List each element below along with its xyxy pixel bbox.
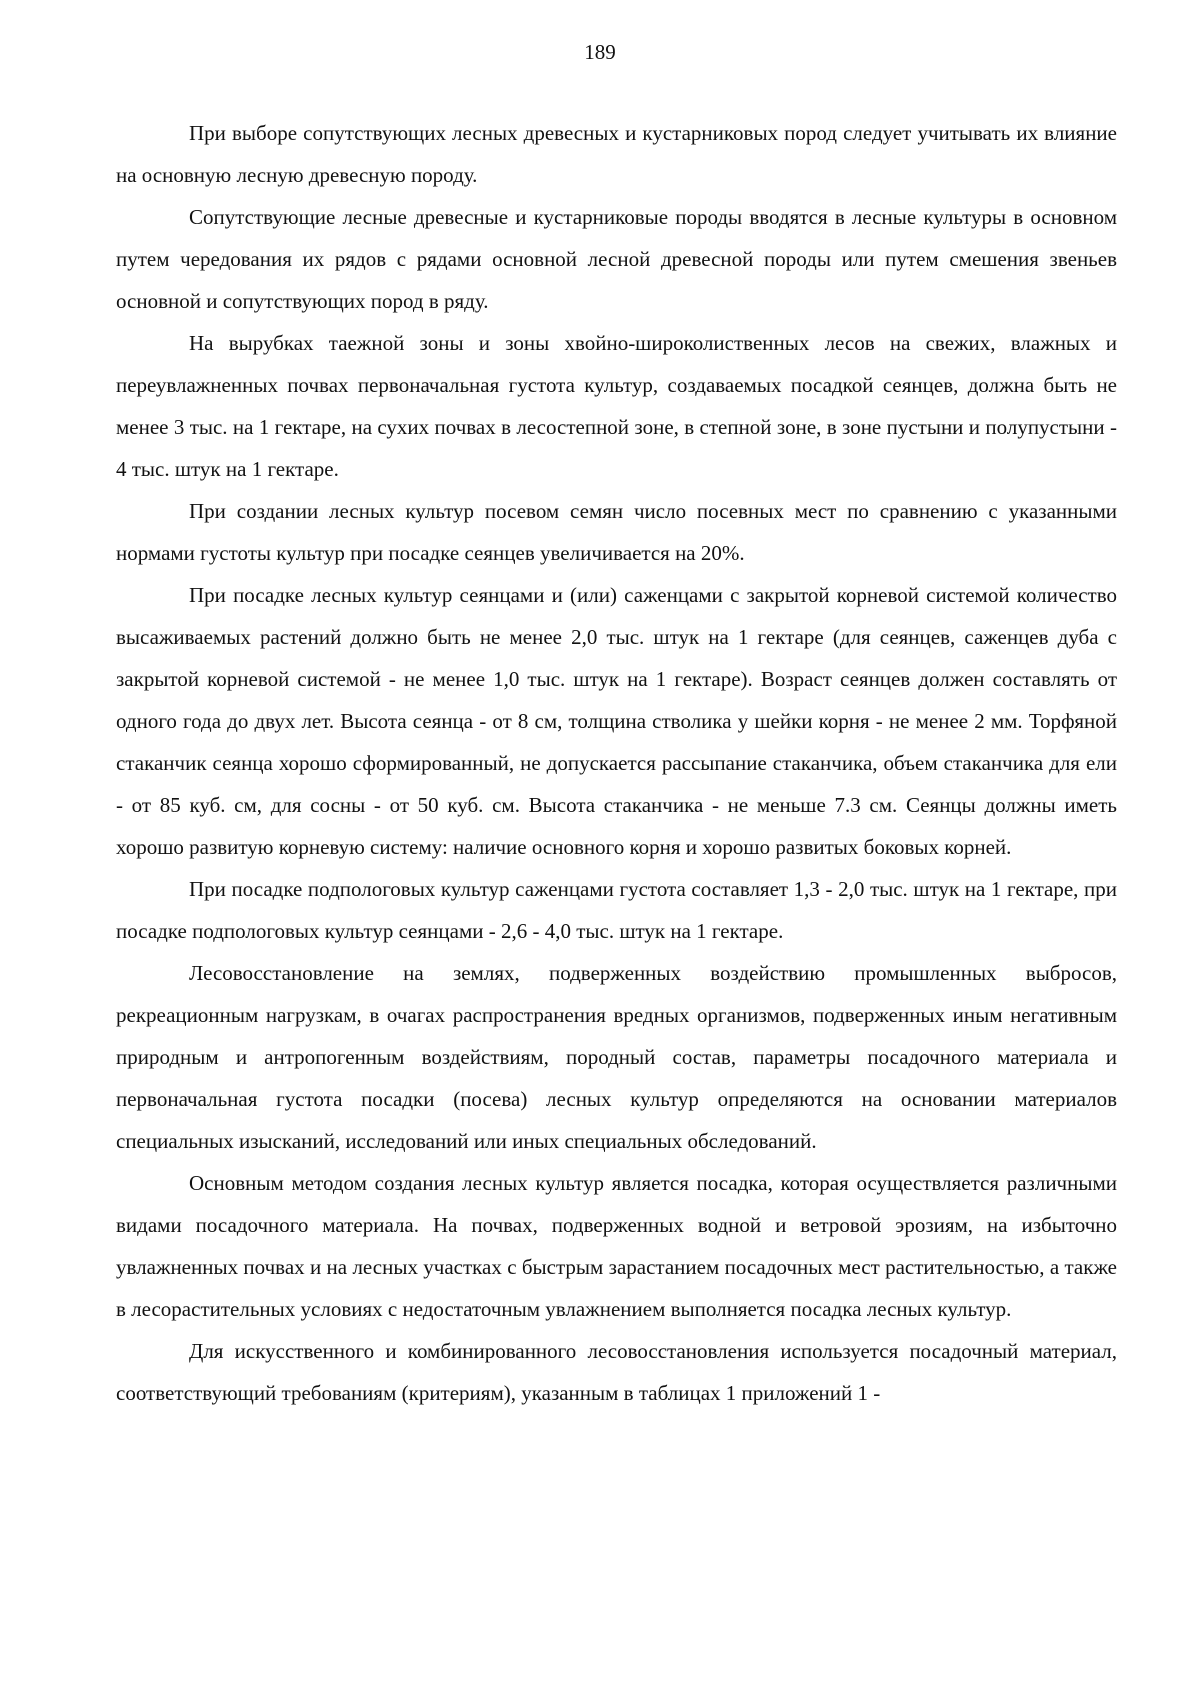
paragraph-2: Сопутствующие лесные древесные и кустарниковые породы вводятся в лесные культуры в основном путем чередования их рядов с рядами основной лесной древесной породы или путем смешения звеньев основной и сопутствующих пород в ряду. xyxy=(116,205,1117,313)
paragraph-1: При выборе сопутствующих лесных древесных и кустарниковых пород следует учитывать их влияние на основную лесную древесную породу. xyxy=(116,121,1117,187)
paragraph-9: Для искусственного и комбинированного лесовосстановления используется посадочный материал, соответствующий требованиям (критериям), указанным в таблицах 1 приложений 1 - xyxy=(116,1339,1117,1405)
body-text xyxy=(116,112,1117,1414)
paragraph-3: На вырубках таежной зоны и зоны хвойно-широколиственных лесов на свежих, влажных и переувлажненных почвах первоначальная густота культур, создаваемых посадкой сеянцев, должна быть не менее 3 тыс. на 1 гектаре, на сухих почвах в лесостепной зоне, в степной зоне, в зоне пустыни и полупустыни - 4 тыс. штук на 1 гектаре. xyxy=(116,331,1117,481)
paragraph-7: Лесовосстановление на землях, подверженных воздействию промышленных выбросов, рекреационным нагрузкам, в очагах распространения вредных организмов, подверженных иным негативным природным и антропогенным воздействиям, породный состав, параметры посадочного материала и первоначальная густота посадки (посева) лесных культур определяются на основании материалов специальных изысканий, исследований или иных специальных обследований. xyxy=(116,961,1117,1153)
paragraph-6: При посадке подпологовых культур саженцами густота составляет 1,3 - 2,0 тыс. штук на 1 гектаре, при посадке подпологовых культур сеянцами - 2,6 - 4,0 тыс. штук на 1 гектаре. xyxy=(116,877,1117,943)
page-number: 189 xyxy=(584,40,616,64)
paragraph-8: Основным методом создания лесных культур является посадка, которая осуществляется различными видами посадочного материала. На почвах, подверженных водной и ветровой эрозиям, на избыточно увлажненных почвах и на лесных участках с быстрым зарастанием посадочных мест растительностью, а также в лесорастительных условиях с недостаточным увлажнением выполняется посадка лесных культур. xyxy=(116,1171,1117,1321)
paragraph-4: При создании лесных культур посевом семян число посевных мест по сравнению с указанными нормами густоты культур при посадке сеянцев увеличивается на 20%. xyxy=(116,499,1117,565)
paragraph-5: При посадке лесных культур сеянцами и (или) саженцами с закрытой корневой системой количество высаживаемых растений должно быть не менее 2,0 тыс. штук на 1 гектаре (для сеянцев, саженцев дуба с закрытой корневой системой - не менее 1,0 тыс. штук на 1 гектаре). Возраст сеянцев должен составлять от одного года до двух лет. Высота сеянца - от 8 см, толщина стволика у шейки корня - не менее 2 мм. Торфяной стаканчик сеянца хорошо сформированный, не допускается рассыпание стаканчика, объем стаканчика для ели - от 85 куб. см, для сосны - от 50 куб. см. Высота стаканчика - не меньше 7.3 см. Сеянцы должны иметь хорошо развитую корневую систему: наличие основного корня и хорошо развитых боковых корней. xyxy=(116,583,1117,859)
